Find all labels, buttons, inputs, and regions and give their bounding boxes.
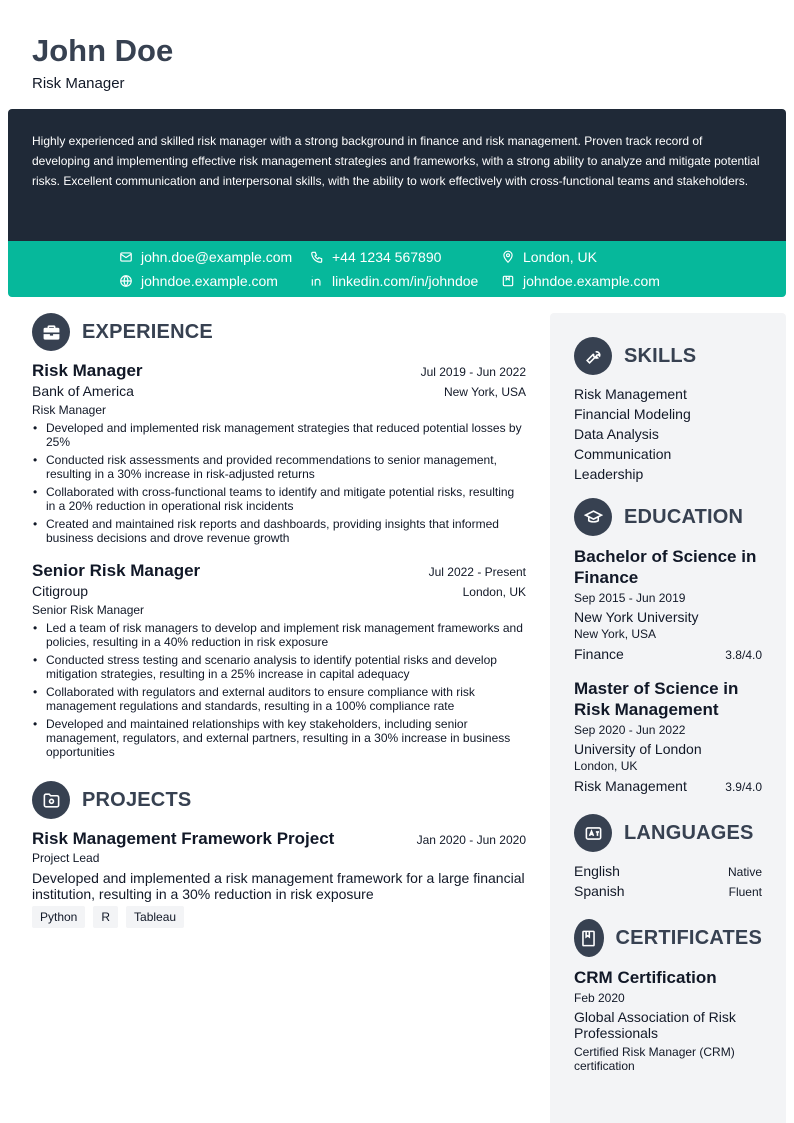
project-role: Project Lead <box>32 851 100 865</box>
tag: R <box>93 906 118 928</box>
experience-heading <box>32 313 526 351</box>
certificate-book-icon <box>574 919 604 957</box>
certificates-heading <box>574 919 762 957</box>
degree: Bachelor of Science in Finance <box>574 547 757 587</box>
project-item <box>32 829 526 928</box>
job-role: Senior Risk Manager <box>32 603 145 617</box>
bullet: • Led a team of risk managers to develop and implement risk management frameworks and policies, resulting in a 40% reduction in risk exposure <box>32 621 526 649</box>
language-name: Spanish <box>574 883 625 899</box>
language-level: Native <box>727 865 762 879</box>
job-date: Jul 2019 - Jun 2022 <box>420 365 526 379</box>
education-title: EDUCATION <box>624 505 744 528</box>
experience-item <box>32 361 526 545</box>
language-item <box>574 861 762 881</box>
skills-title: SKILLS <box>624 344 697 367</box>
header <box>32 34 173 92</box>
gpa-score: 3.8/4.0 <box>725 648 762 662</box>
mail-icon <box>119 250 133 264</box>
main-column <box>32 313 526 928</box>
skills-heading <box>574 337 762 375</box>
contact-email[interactable] <box>119 249 292 265</box>
linkedin-text: linkedin.com/in/johndoe <box>332 273 479 289</box>
education-location: New York, USA <box>574 627 657 641</box>
globe-icon <box>119 274 133 288</box>
job-location: London, UK <box>462 585 526 599</box>
candidate-name: John Doe <box>32 33 174 68</box>
experience-title: EXPERIENCE <box>82 320 213 343</box>
contact-phone[interactable] <box>310 249 441 265</box>
languages-heading <box>574 814 762 852</box>
tag: Tableau <box>126 906 184 928</box>
degree: Master of Science in Risk Management <box>574 679 739 719</box>
projects-heading <box>32 781 526 819</box>
languages-title: LANGUAGES <box>624 821 754 844</box>
summary-text: Highly experienced and skilled risk manager with a strong background in finance and risk management. Proven track record of developing and implementing effective risk management strategies and frameworks, with a strong ability to analyze and mitigate potential risks. Excellent communication and interpersonal skills, with the ability to work effectively with cross-functional teams and stakeholders. <box>32 134 760 188</box>
bullet: • Conducted stress testing and scenario analysis to identify potential risks and develop mitigation strategies, resulting in a 25% increase in capital adequacy <box>32 653 526 681</box>
skill-item: Leadership <box>574 466 644 482</box>
projects-title: PROJECTS <box>82 788 192 811</box>
education-item <box>574 678 762 796</box>
portfolio-text: johndoe.example.com <box>523 273 660 289</box>
linkedin-icon <box>310 274 324 288</box>
job-location: New York, USA <box>443 385 526 399</box>
contact-website[interactable] <box>119 273 278 289</box>
skills-list <box>574 384 762 484</box>
job-title: Senior Risk Manager <box>32 561 201 580</box>
job-company: Citigroup <box>32 583 89 599</box>
school: University of London <box>574 741 702 757</box>
bullet: • Collaborated with regulators and external auditors to ensure compliance with risk management regulations and standards, resulting in a 100% compliance rate <box>32 685 526 713</box>
sidebar <box>550 313 786 1123</box>
website-text: johndoe.example.com <box>141 273 278 289</box>
job-bullets <box>32 621 526 759</box>
wrench-icon <box>574 337 612 375</box>
bullet: • Collaborated with cross-functional teams to identify and mitigate potential risks, resulting in a 20% reduction in operational risk incidents <box>32 485 526 513</box>
skill-item: Communication <box>574 446 672 462</box>
language-item <box>574 881 762 901</box>
project-date: Jan 2020 - Jun 2020 <box>416 833 526 847</box>
contact-location <box>501 249 597 265</box>
contact-bar <box>8 241 786 297</box>
gpa-score: 3.9/4.0 <box>725 780 762 794</box>
education-location: London, UK <box>574 759 638 773</box>
project-title: Risk Management Framework Project <box>32 829 335 848</box>
skill-item: Financial Modeling <box>574 406 691 422</box>
language-name: English <box>574 863 620 879</box>
education-heading <box>574 498 762 536</box>
skill-item: Risk Management <box>574 386 687 402</box>
job-company: Bank of America <box>32 383 134 399</box>
bullet: • Developed and maintained relationships with key stakeholders, including senior management, regulators, and external partners, resulting in a 30% increase in business opportunities <box>32 717 526 759</box>
contact-portfolio[interactable] <box>501 273 660 289</box>
tag: Python <box>32 906 85 928</box>
briefcase-icon <box>32 313 70 351</box>
education-date: Sep 2015 - Jun 2019 <box>574 591 686 605</box>
job-date: Jul 2022 - Present <box>428 565 526 579</box>
job-bullets <box>32 421 526 545</box>
certificates-title: CERTIFICATES <box>615 926 762 949</box>
experience-item <box>32 561 526 759</box>
languages-list <box>574 861 762 901</box>
project-tags <box>32 906 526 928</box>
bullet: • Created and maintained risk reports and dashboards, providing insights that informed business decisions and drove revenue growth <box>32 517 526 545</box>
map-pin-icon <box>501 250 515 264</box>
phone-icon <box>310 250 324 264</box>
language-level: Fluent <box>728 885 762 899</box>
school: New York University <box>574 609 699 625</box>
graduation-cap-icon <box>574 498 612 536</box>
skill-item: Data Analysis <box>574 426 659 442</box>
summary-panel <box>8 109 786 241</box>
education-item <box>574 546 762 664</box>
job-title: Risk Manager <box>32 361 143 380</box>
certificate-issuer: Global Association of Risk Professionals <box>574 1009 736 1041</box>
email-text: john.doe@example.com <box>141 249 293 265</box>
project-description: Developed and implemented a risk management framework for a large financial institution, resulting in a 30% reduction in risk exposure <box>32 870 525 902</box>
bullet: • Developed and implemented risk management strategies that reduced potential losses by 25% <box>32 421 526 449</box>
certificate-summary: Certified Risk Manager (CRM) certification <box>574 1045 735 1073</box>
portfolio-icon <box>501 274 515 288</box>
contact-linkedin[interactable] <box>310 273 478 289</box>
bullet: • Conducted risk assessments and provided recommendations to senior management, resulting in a 30% increase in risk-adjusted returns <box>32 453 526 481</box>
certificate-title: CRM Certification <box>574 968 717 987</box>
candidate-headline: Risk Manager <box>32 75 125 92</box>
study-field: Risk Management <box>574 778 687 794</box>
job-role: Risk Manager <box>32 403 107 417</box>
certificate-date: Feb 2020 <box>574 991 625 1005</box>
education-date: Sep 2020 - Jun 2022 <box>574 723 686 737</box>
folder-icon <box>32 781 70 819</box>
translate-icon <box>574 814 612 852</box>
phone-text: +44 1234 567890 <box>332 249 442 265</box>
study-field: Finance <box>574 646 624 662</box>
certificate-item <box>574 967 762 1073</box>
location-text: London, UK <box>523 249 597 265</box>
